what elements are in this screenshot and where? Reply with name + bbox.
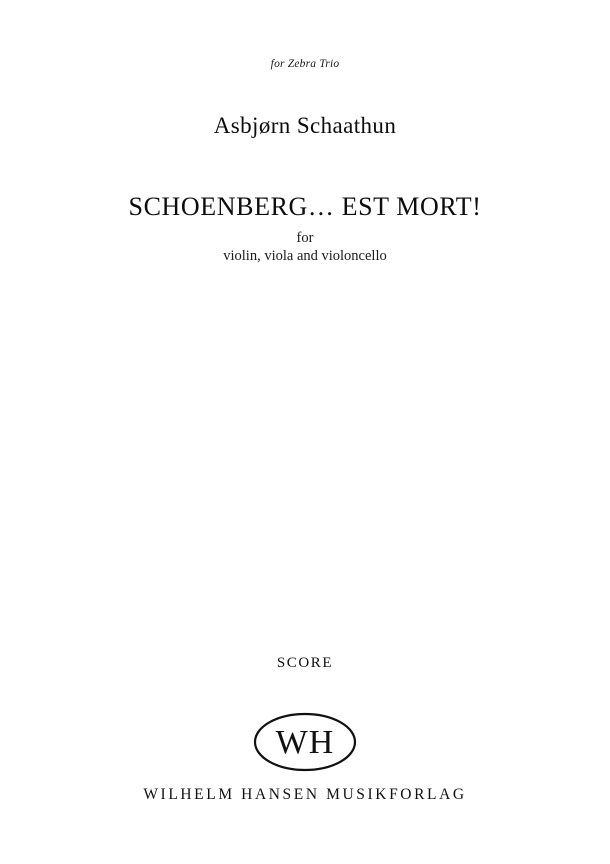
subtitle-for-label: for: [296, 230, 314, 246]
page-title: SCHOENBERG… EST MORT!: [128, 192, 482, 221]
dedication-text: for Zebra Trio: [270, 58, 340, 70]
logo-monogram-text: WH: [275, 724, 335, 761]
publisher-logo-container: [0, 706, 610, 778]
instrumentation-text: violin, viola and violoncello: [223, 248, 387, 264]
composer-name: Asbjørn Schaathun: [213, 113, 397, 138]
publisher-name: WILHELM HANSEN MUSIKFORLAG: [143, 786, 467, 803]
score-label: SCORE: [276, 655, 334, 671]
wilhelm-hansen-logo-icon: [239, 706, 371, 778]
